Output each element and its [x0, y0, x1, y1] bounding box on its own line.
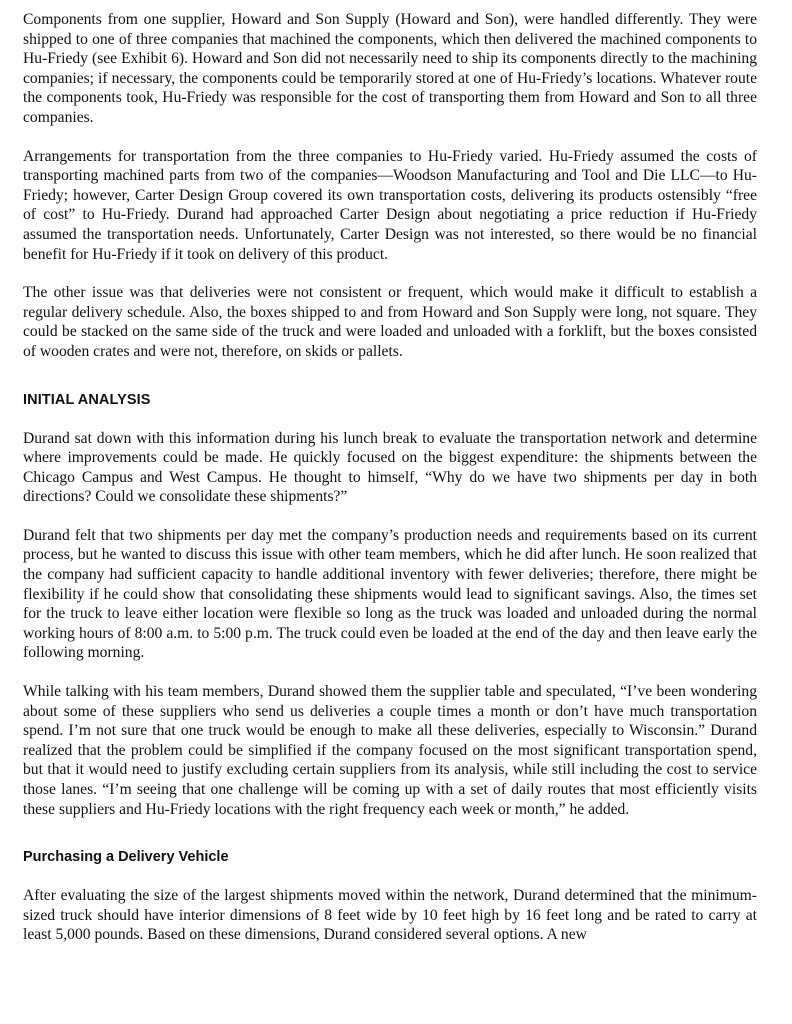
paragraph-supplier-discussion: While talking with his team members, Durand showed them the supplier table and speculated, “I’ve been wondering about some of these suppliers who send us deliveries a couple times a month or don’t have much transportation spend. I’m not sure that one truck would be enough to make all these deliveries, especially to Wisconsin.” Durand realized that the problem could be simplified if the company focused on the most significant transportation spend, but that it would need to justify excluding certain suppliers from its analysis, while still including the cost to service those lanes. “I’m seeing that one challenge will be coming up with a set of daily routes that most efficiently visits these suppliers and Hu-Friedy locations with the right frequency each week or month,” he added.	[23, 683, 757, 818]
paragraph-transportation-arrangements: Arrangements for transportation from the three companies to Hu-Friedy varied. Hu-Friedy assumed the costs of transporting machined parts from two of the companies—Woodson Manufacturing and Tool and Die LLC—to Hu-Friedy; however, Carter Design Group covered its own transportation costs, delivering its products ostensibly “free of cost” to Hu-Friedy. Durand had approached Carter Design about negotiating a price reduction if Hu-Friedy assumed the transportation needs. Unfortunately, Carter Design was not interested, so there would be no financial benefit for Hu-Friedy if it took on delivery of this product.	[23, 147, 757, 263]
paragraph-lunch-evaluation: Durand sat down with this information during his lunch break to evaluate the transportation network and determine where improvements could be made. He quickly focused on the biggest expenditure: the shipments between the Chicago Campus and West Campus. He thought to himself, “Why do we have two shipments per day in both directions? Could we consolidate these shipments?”	[23, 429, 757, 506]
paragraph-delivery-issues: The other issue was that deliveries were not consistent or frequent, which would make it difficult to establish a regular delivery schedule. Also, the boxes shipped to and from Howard and Son Supply were long, not square. They could be stacked on the same side of the truck and were loaded and unloaded with a forklift, but the boxes consisted of wooden crates and were not, therefore, on skids or pallets.	[23, 284, 757, 360]
document-page	[23, 10, 757, 945]
paragraph-shipment-consolidation: Durand felt that two shipments per day met the company’s production needs and requirements based on its current process, but he wanted to discuss this issue with other team members, which he did after lunch. He soon realized that the company had sufficient capacity to handle additional inventory with fewer deliveries; therefore, there might be flexibility if he could show that consolidating these shipments would lead to significant savings. Also, the times set for the truck to leave either location were flexible so long as the truck was loaded and unloaded during the normal working hours of 8:00 a.m. to 5:00 p.m. The truck could even be loaded at the end of the day and then leave early the following morning.	[23, 526, 757, 662]
section-heading-initial-analysis: INITIAL ANALYSIS	[23, 391, 151, 408]
paragraph-howard-and-son: Components from one supplier, Howard and Son Supply (Howard and Son), were handled differently. They were shipped to one of three companies that machined the components, which then delivered the machined components to Hu-Friedy (see Exhibit 6). Howard and Son did not necessarily need to ship its components directly to the machining companies; if necessary, the components could be temporarily stored at one of Hu-Friedy’s locations. Whatever route the components took, Hu-Friedy was responsible for the cost of transporting them from Howard and Son to all three companies.	[23, 11, 757, 126]
paragraph-truck-dimensions: After evaluating the size of the largest shipments moved within the network, Durand determined that the minimum-sized truck should have interior dimensions of 8 feet wide by 10 feet high by 16 feet long and be rated to carry at least 5,000 pounds. Based on these dimensions, Durand considered several options. A new	[23, 887, 757, 944]
subsection-heading-purchasing-vehicle: Purchasing a Delivery Vehicle	[23, 849, 229, 866]
